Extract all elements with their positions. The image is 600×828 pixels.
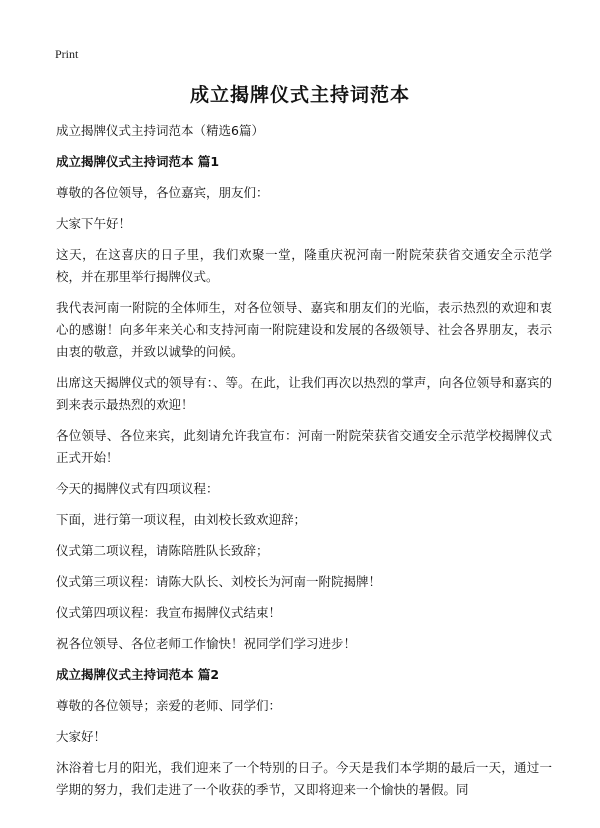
paragraph: 下面，进行第一项议程，由刘校长致欢迎辞； [56, 512, 307, 527]
paragraph: 成立揭牌仪式主持词范本（精选6篇） [56, 123, 264, 138]
paragraph: 祝各位领导、各位老师工作愉快！祝同学们学习进步！ [56, 636, 357, 651]
paragraph: 各位领导、各位来宾，此刻请允许我宣布：河南一附院荣获省交通安全示范学校揭牌仪式正式开始！ [56, 428, 552, 465]
paragraph: 这天，在这喜庆的日子里，我们欢聚一堂，隆重庆祝河南一附院荣获省交通安全示范学校，并在那里举行揭牌仪式。 [56, 247, 552, 284]
paragraph: 仪式第三项议程：请陈大队长、刘校长为河南一附院揭牌！ [56, 574, 382, 589]
paragraph: 仪式第四项议程：我宣布揭牌仪式结束！ [56, 605, 282, 620]
paragraph: 出席这天揭牌仪式的领导有：、等。在此，让我们再次以热烈的掌声，向各位领导和嘉宾的到来表示最热烈的欢迎！ [56, 375, 552, 412]
paragraph: 沐浴着七月的阳光，我们迎来了一个特别的日子。今天是我们本学期的最后一天，通过一学期的努力，我们走进了一个收获的季节，又即将迎来一个愉快的暑假。同 [56, 760, 552, 797]
paragraph: 大家下午好！ [56, 216, 132, 231]
paragraph: 仪式第二项议程，请陈陪胜队长致辞； [56, 543, 269, 558]
paragraph: 今天的揭牌仪式有四项议程： [56, 481, 219, 496]
section-heading: 成立揭牌仪式主持词范本 篇2 [56, 667, 220, 682]
document-title: 成立揭牌仪式主持词范本 [189, 84, 410, 106]
paragraph: 我代表河南一附院的全体师生，对各位领导、嘉宾和朋友们的光临，表示热烈的欢迎和衷心的感谢！向多年来关心和支持河南一附院建设和发展的各级领导、社会各界朋友，表示由衷的敬意，并致以诚挚的问候。 [56, 300, 552, 359]
section-heading: 成立揭牌仪式主持词范本 篇1 [56, 154, 220, 169]
paragraph: 尊敬的各位领导，各位嘉宾，朋友们： [56, 185, 269, 200]
print-link[interactable]: Print [55, 47, 79, 61]
document-body [56, 120, 552, 810]
paragraph: 大家好！ [56, 729, 107, 744]
paragraph: 尊敬的各位领导；亲爱的老师、同学们： [56, 698, 282, 713]
